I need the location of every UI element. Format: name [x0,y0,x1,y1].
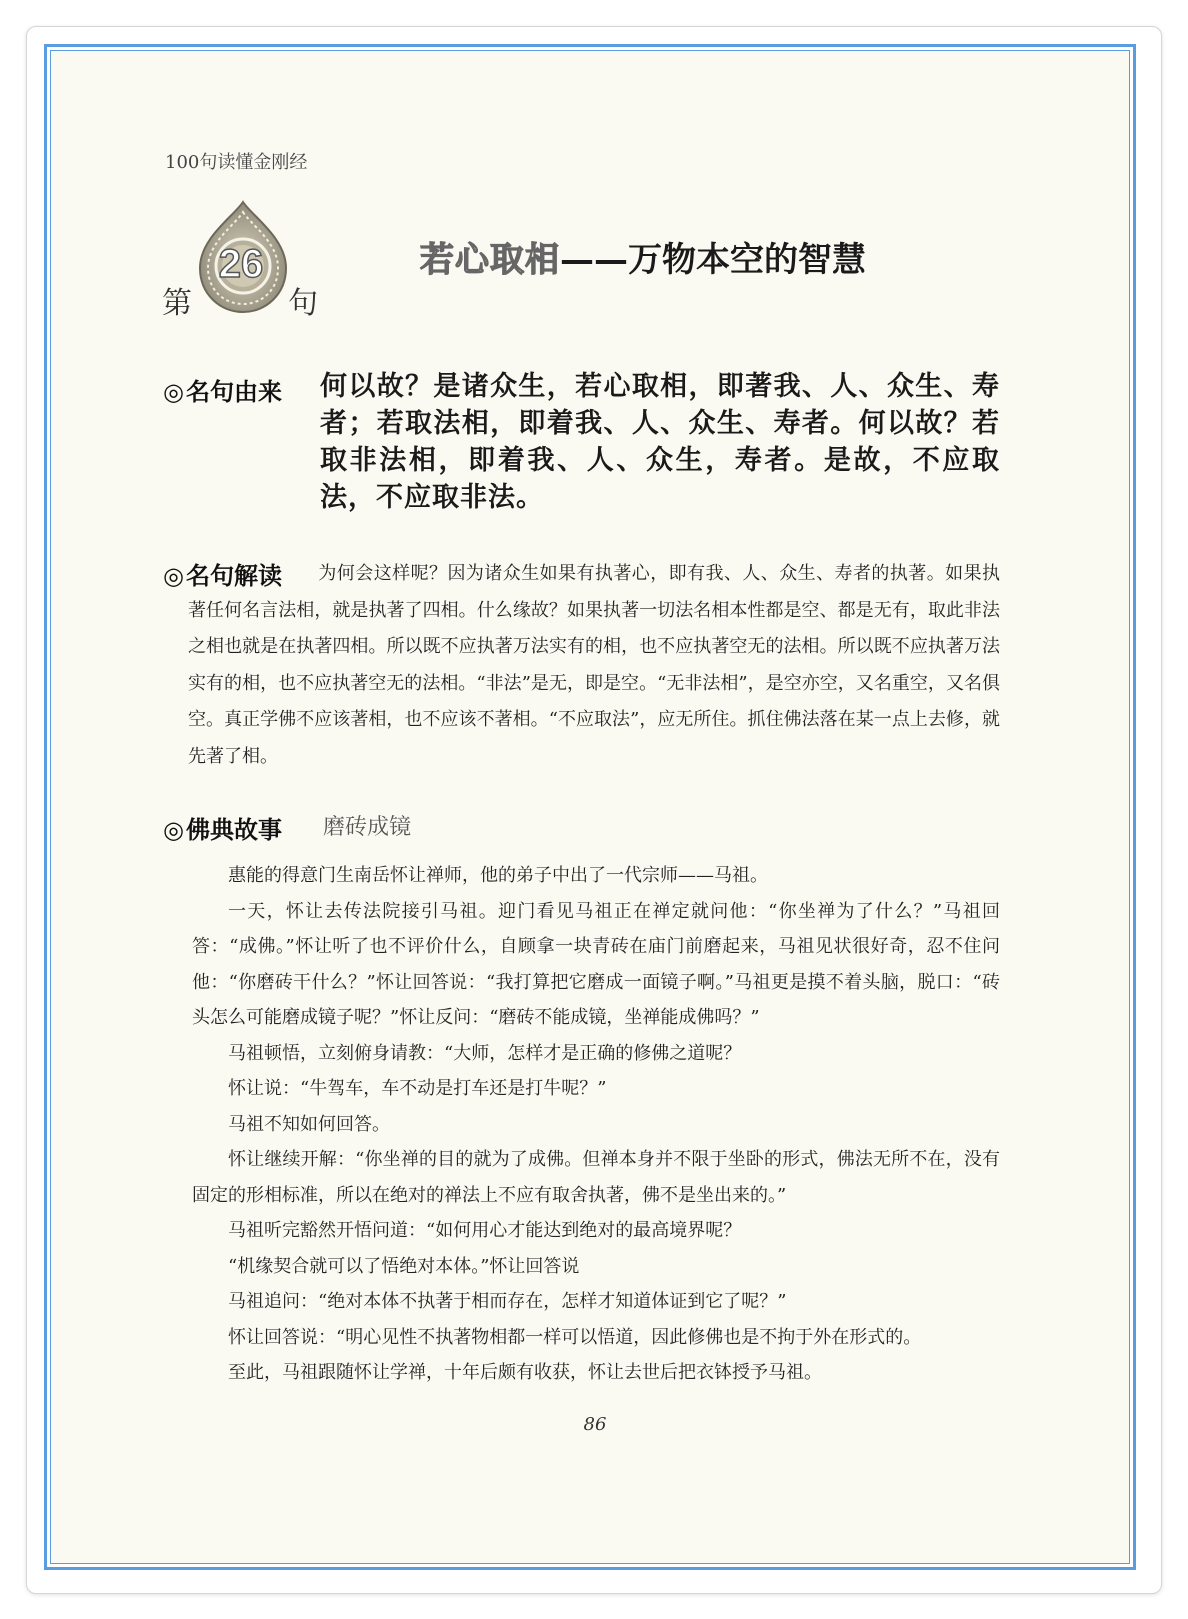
story-paragraph: 马祖听完豁然开悟问道：“如何用心才能达到绝对的最高境界呢？ [228,1220,742,1241]
story-paragraph: 马祖不知如何回答。 [228,1113,390,1135]
story-paragraph: 怀让回答说：“明心见性不执著物相都一样可以悟道，因此修佛也是不拘于外在形式的。 [228,1326,922,1348]
story-paragraph: 怀让说：“牛驾车，车不动是打车还是打牛呢？” [228,1078,607,1099]
story-paragraph: “机缘契合就可以了悟绝对本体。”怀让回答说 [228,1255,580,1277]
bullet-circle-icon: ◎ [163,816,184,844]
story-paragraph: 一天，怀让去传法院接引马祖。迎门看见马祖正在禅定就问他：“你坐禅为了什么？”马祖回答：“成佛。”怀让听了也不评价什么，自顾拿一块青砖在庙门前磨起来，马祖见状很好奇，忍不住问他：“你磨砖干什么？”怀让回答说：“我打算把它磨成一面镜子啊。”马祖更是摸不着头脑，脱口：“砖头怎么可能磨成镜子呢？”怀让反问：“磨砖不能成镜，坐禅能成佛吗？” [192,900,1000,1028]
story-paragraph: 怀让继续开解：“你坐禅的目的就为了成佛。但禅本身并不限于坐卧的形式，佛法无所不在，没有固定的形相标准，所以在绝对的禅法上不应有取舍执著，佛不是坐出来的。” [192,1149,1000,1206]
section-story-label: 佛典故事 [185,816,282,844]
page-number: 86 [583,1414,607,1435]
story-paragraph: 马祖顿悟，立刻俯身请教：“大师，怎样才是正确的修佛之道呢？ [228,1042,742,1064]
bullet-circle-icon: ◎ [163,378,184,406]
chapter-number: 26 [218,242,264,286]
chapter-title-sub: ——万物本空的智慧 [560,240,866,280]
story-subtitle: 磨砖成镜 [323,815,412,840]
story-paragraph: 惠能的得意门生南岳怀让禅师，他的弟子中出了一代宗师——马祖。 [228,865,768,886]
story-paragraph: 马祖追问：“绝对本体不执著于相而存在，怎样才知道体证到它了呢？” [228,1291,787,1312]
chapter-suffix: 句 [288,286,318,321]
section-origin-heading [163,372,282,407]
interpretation-text [185,556,1000,775]
section-origin-label: 名句由来 [185,378,282,406]
origin-quote: 何以故？是诸众生，若心取相，即著我、人、众生、寿者；若取法相，即着我、人、众生、寿者。何以故？若取非法相，即着我、人、众生，寿者。是故，不应取法，不应取非法。 [320,371,1000,513]
chapter-title [420,232,866,281]
section-story-heading [163,810,282,845]
section-interpretation-label: 名句解读 [185,562,282,590]
story-paragraph: 至此，马祖跟随怀让学禅，十年后颇有收获，怀让去世后把衣钵授予马祖。 [228,1362,822,1383]
chapter-title-main: 若心取相 [420,240,560,280]
bullet-circle-icon: ◎ [163,562,184,590]
running-head: 100句读懂金刚经 [165,152,308,173]
chapter-prefix: 第 [162,286,192,321]
interpretation-body: 为何会这样呢？因为诸众生如果有执著心，即有我、人、众生、寿者的执著。如果执著任何名言法相，就是执著了四相。什么缘故？如果执著一切法名相本性都是空、都是无有，取此非法之相也就是在执著四相。所以既不应执著万法实有的相，也不应执著空无的法相。所以既不应执著万法实有的相，也不应执著空无的法相。“非法”是无，即是空。“无非法相”，是空亦空，又名重空，又名俱空。真正学佛不应该著相，也不应该不著相。“不应取法”，应无所住。抓住佛法落在某一点上去修，就先著了相。 [188,563,1000,767]
story-body [192,858,1000,1391]
